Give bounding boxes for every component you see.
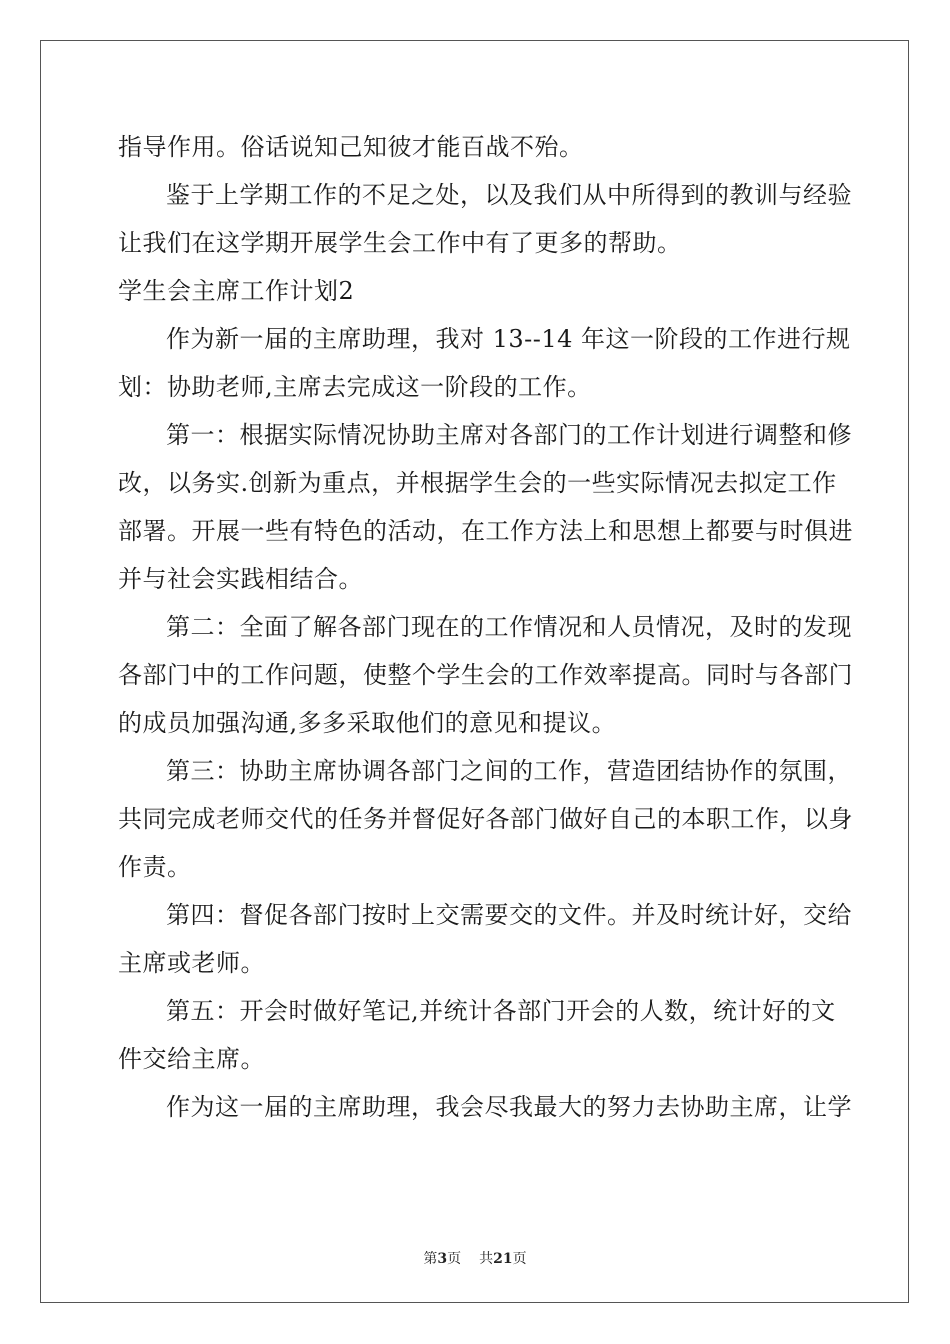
total-suffix: 页 xyxy=(512,1251,527,1267)
text-line: 第五：开会时做好笔记,并统计各部门开会的人数，统计好的文 xyxy=(166,997,836,1025)
text-line: 并与社会实践相结合。 xyxy=(118,565,363,593)
text-line: 改，以务实.创新为重点，并根据学生会的一些实际情况去拟定工作 xyxy=(118,469,837,497)
page-footer xyxy=(0,1248,950,1268)
text-line: 的成员加强沟通,多多采取他们的意见和提议。 xyxy=(118,709,617,737)
text-line: 第二：全面了解各部门现在的工作情况和人员情况，及时的发现 xyxy=(166,613,852,641)
text-line: 作为这一届的主席助理，我会尽我最大的努力去协助主席，让学 xyxy=(166,1093,852,1121)
text-line: 作为新一届的主席助理，我对 13--14 年这一阶段的工作进行规 xyxy=(166,325,851,353)
section-heading: 学生会主席工作计划2 xyxy=(118,277,355,305)
text-line: 主席或老师。 xyxy=(118,949,265,977)
text-line: 各部门中的工作问题，使整个学生会的工作效率提高。同时与各部门 xyxy=(118,661,853,689)
text-line: 作责。 xyxy=(118,853,192,881)
total-prefix: 共 xyxy=(479,1251,494,1267)
page-number: 3 xyxy=(437,1251,448,1267)
text-line: 部署。开展一些有特色的活动，在工作方法上和思想上都要与时俱进 xyxy=(118,517,853,545)
text-line: 划：协助老师,主席去完成这一阶段的工作。 xyxy=(118,373,592,401)
document-body xyxy=(118,123,853,1131)
text-line: 鉴于上学期工作的不足之处，以及我们从中所得到的教训与经验 xyxy=(166,181,852,209)
text-line: 共同完成老师交代的任务并督促好各部门做好自己的本职工作，以身 xyxy=(118,805,853,833)
text-line: 第三：协助主席协调各部门之间的工作，营造团结协作的氛围， xyxy=(166,757,852,785)
text-line: 第一：根据实际情况协助主席对各部门的工作计划进行调整和修 xyxy=(166,421,852,449)
page-prefix: 第 xyxy=(423,1251,438,1267)
text-line: 指导作用。俗话说知己知彼才能百战不殆。 xyxy=(118,133,584,161)
page-suffix: 页 xyxy=(447,1251,462,1267)
text-line: 第四：督促各部门按时上交需要交的文件。并及时统计好，交给 xyxy=(166,901,852,929)
total-pages: 21 xyxy=(493,1251,513,1267)
text-line: 让我们在这学期开展学生会工作中有了更多的帮助。 xyxy=(118,229,682,257)
text-line: 件交给主席。 xyxy=(118,1045,265,1073)
